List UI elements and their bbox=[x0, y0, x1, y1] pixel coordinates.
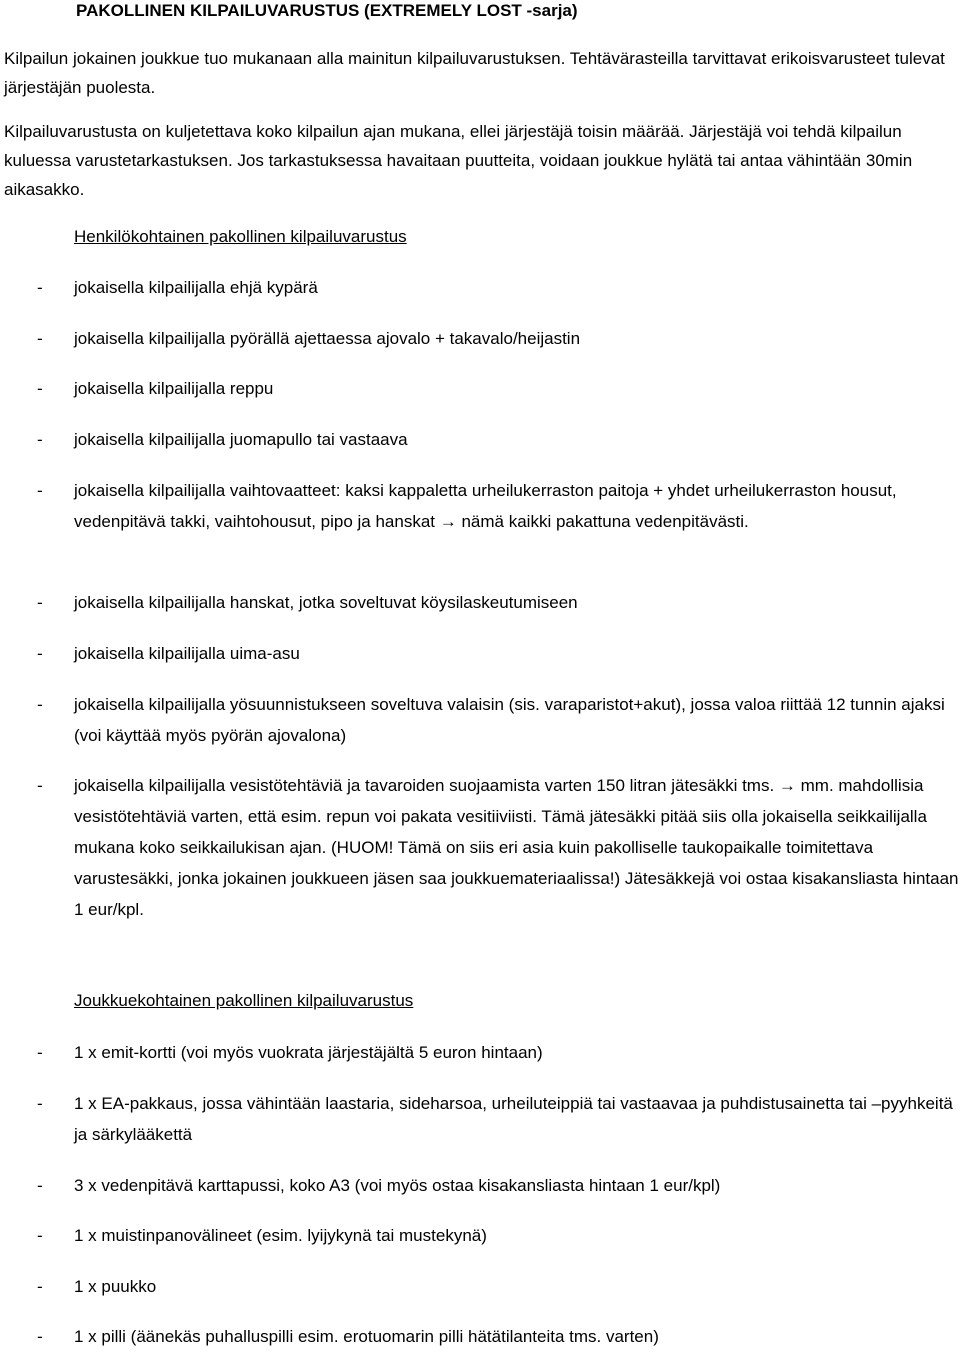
list-bullet: - bbox=[37, 1226, 43, 1245]
list-bullet: - bbox=[37, 430, 43, 449]
list-item-text: jokaisella kilpailijalla pyörällä ajettaessa ajovalo + takavalo/heijastin bbox=[74, 329, 581, 348]
list-bullet: - bbox=[37, 278, 43, 297]
personal-equipment-heading: Henkilökohtainen pakollinen kilpailuvarustus bbox=[74, 227, 407, 246]
list-bullet: - bbox=[37, 329, 43, 348]
list-bullet: - bbox=[37, 593, 43, 612]
list-item-text: jokaisella kilpailijalla hanskat, jotka soveltuvat köysilaskeutumiseen bbox=[74, 593, 578, 612]
list-item-text: jokaisella kilpailijalla juomapullo tai vastaava bbox=[74, 430, 408, 449]
list-bullet: - bbox=[37, 1094, 43, 1113]
list-bullet: - bbox=[37, 644, 43, 663]
list-item-text: 1 x EA-pakkaus, jossa vähintään laastaria, sideharsoa, urheiluteippiä tai vastaavaa ja puhdistusainetta tai –pyyhkeitä ja särkylääkettä bbox=[74, 1094, 953, 1144]
list-bullet: - bbox=[37, 481, 43, 500]
list-bullet: - bbox=[37, 695, 43, 714]
document-title: PAKOLLINEN KILPAILUVARUSTUS (EXTREMELY LOST -sarja) bbox=[76, 1, 578, 20]
team-equipment-heading: Joukkuekohtainen pakollinen kilpailuvarustus bbox=[74, 991, 414, 1010]
list-item-text: jokaisella kilpailijalla uima-asu bbox=[74, 644, 300, 663]
list-bullet: - bbox=[37, 1327, 43, 1346]
list-item-text: jokaisella kilpailijalla yösuunnistukseen soveltuva valaisin (sis. varaparistot+akut), jossa valoa riittää 12 tunnin ajaksi (voi käyttää myös pyörän ajovalona) bbox=[74, 695, 945, 745]
list-item-text: 1 x pilli (äänekäs puhalluspilli esim. erotuomarin pilli hätätilanteita tms. varten) bbox=[74, 1327, 659, 1346]
list-item-text: jokaisella kilpailijalla reppu bbox=[74, 379, 274, 398]
intro-paragraph-1 bbox=[4, 44, 952, 102]
list-item-text: 1 x emit-kortti (voi myös vuokrata järjestäjältä 5 euron hintaan) bbox=[74, 1043, 543, 1062]
intro-paragraph-2 bbox=[4, 117, 952, 204]
list-item-text: 1 x muistinpanovälineet (esim. lyijykynä tai mustekynä) bbox=[74, 1226, 487, 1245]
list-bullet: - bbox=[37, 379, 43, 398]
list-item-text: jokaisella kilpailijalla vaihtovaatteet: kaksi kappaletta urheilukerraston paitoja + yhdet urheilukerraston housut, vedenpitävä takki, vaihtohousut, pipo ja hanskat → nämä kaikki pakattuna vedenpitävästi. bbox=[74, 481, 897, 531]
list-bullet: - bbox=[37, 1277, 43, 1296]
list-item-text: 1 x puukko bbox=[74, 1277, 157, 1296]
intro-text: Kilpailun jokainen joukkue tuo mukanaan alla mainitun kilpailuvarustuksen. Tehtävärasteilla tarvittavat erikoisvarusteet tulevat järjestäjän puolesta. bbox=[4, 49, 945, 97]
list-item-text: jokaisella kilpailijalla ehjä kypärä bbox=[74, 278, 318, 297]
list-item-text: jokaisella kilpailijalla vesistötehtäviä ja tavaroiden suojaamista varten 150 litran jätesäkki tms. → mm. mahdollisia vesistötehtäviä varten, että esim. repun voi pakata vesitiiviisti. Tämä jätesäkki pitää siis olla jokaisella seikkailijalla mukana koko seikkailukisan ajan. (HUOM! Tämä on siis eri asia kuin pakolliselle taukopaikalle toimitettava varustesäkki, jonka jokainen joukkueen jäsen saa joukkuemateriaalissa!) Jätesäkkejä voi ostaa kisakansliasta hintaan 1 eur/kpl. bbox=[74, 776, 959, 919]
list-bullet: - bbox=[37, 1043, 43, 1062]
list-bullet: - bbox=[37, 776, 43, 795]
list-item-text: 3 x vedenpitävä karttapussi, koko A3 (voi myös ostaa kisakansliasta hintaan 1 eur/kpl) bbox=[74, 1176, 721, 1195]
list-bullet: - bbox=[37, 1176, 43, 1195]
intro-text: Kilpailuvarustusta on kuljetettava koko kilpailun ajan mukana, ellei järjestäjä toisin määrää. Järjestäjä voi tehdä kilpailun kuluessa varustetarkastuksen. Jos tarkastuksessa havaitaan puutteita, voidaan joukkue hylätä tai antaa vähintään 30min aikasakko. bbox=[4, 122, 913, 199]
